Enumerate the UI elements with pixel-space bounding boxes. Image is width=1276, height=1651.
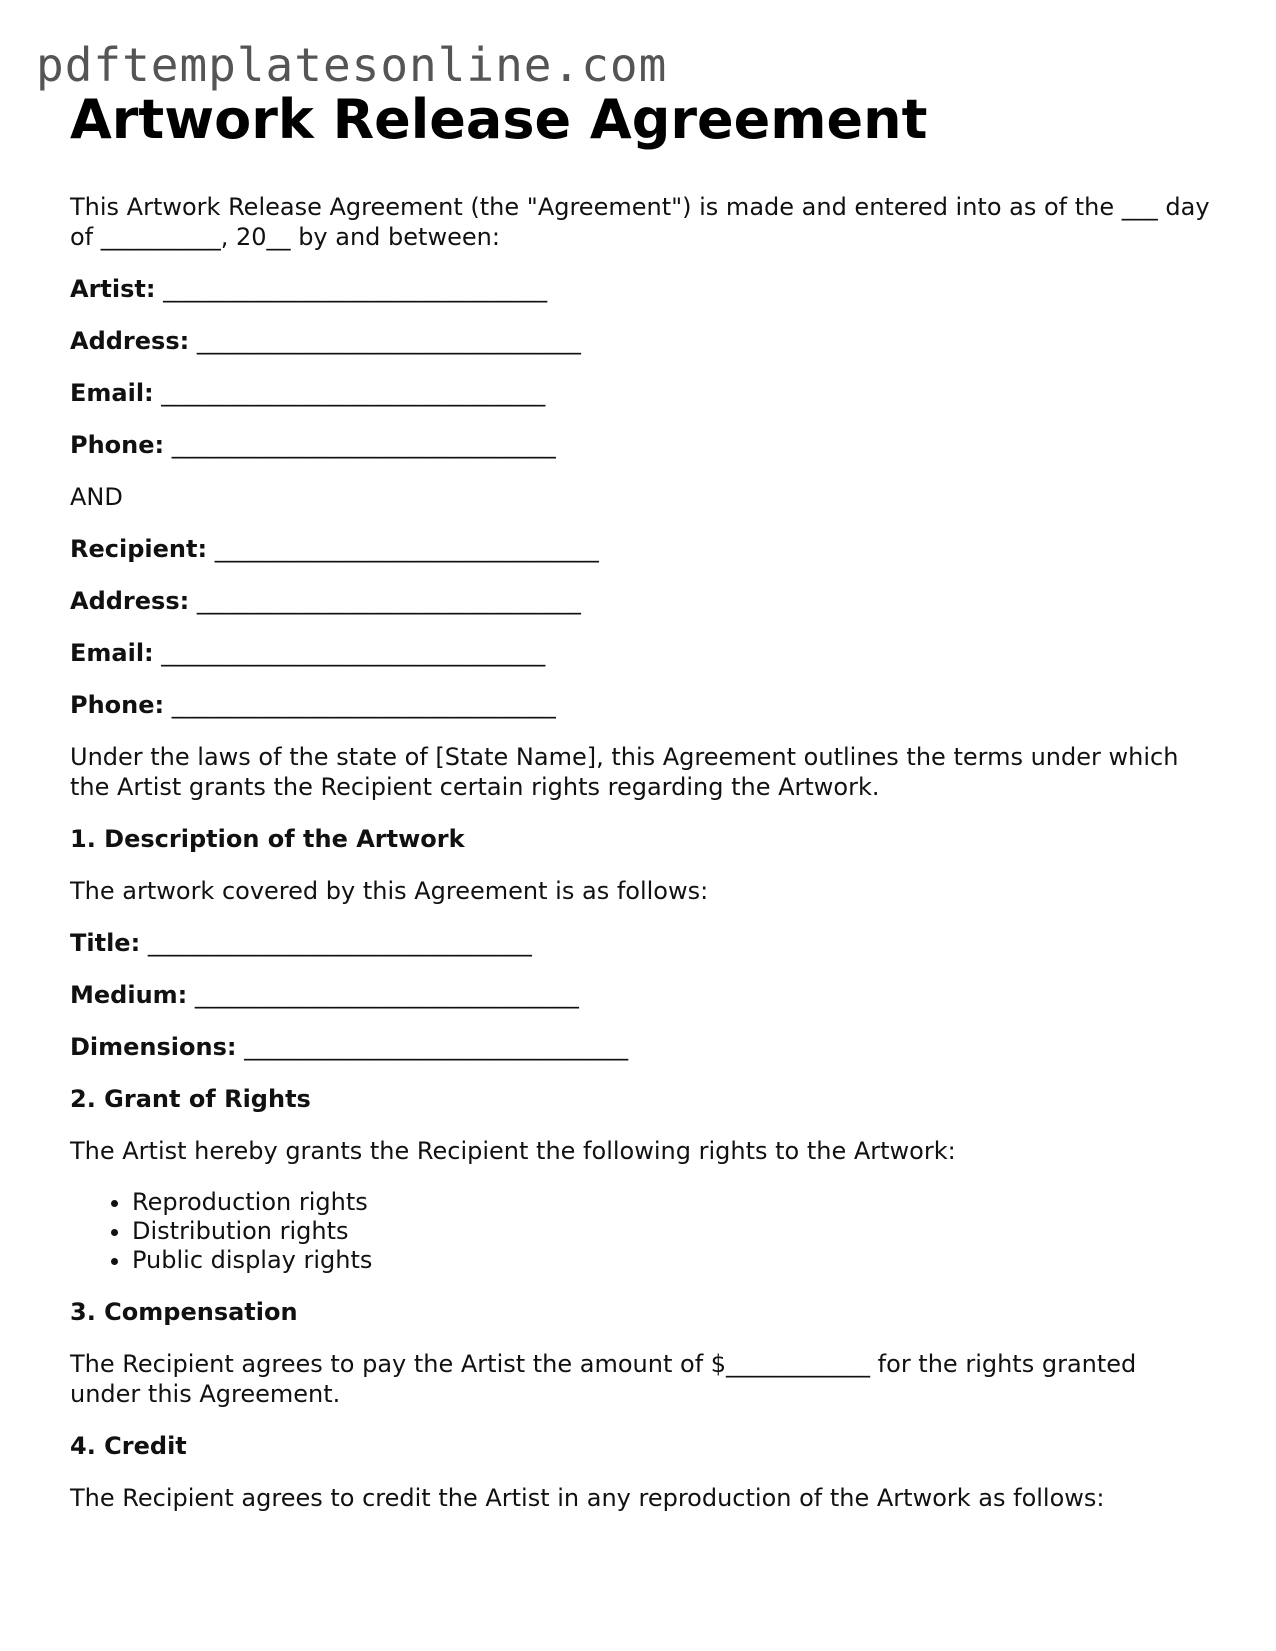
field-label: Address:: [70, 587, 190, 615]
field-blank: ________________________________: [161, 379, 546, 407]
field-blank: ________________________________: [147, 929, 532, 957]
section-heading-compensation: 3. Compensation: [70, 1298, 298, 1326]
field-blank: ________________________________: [194, 981, 579, 1009]
artwork-dimensions-field[interactable]: [70, 1032, 1210, 1062]
artwork-medium-field[interactable]: [70, 980, 1210, 1010]
field-label: Phone:: [70, 431, 165, 459]
recipient-email-field[interactable]: [70, 638, 1210, 668]
recipient-name-field[interactable]: [70, 534, 1210, 564]
and-separator: AND: [70, 483, 123, 511]
field-blank: ________________________________: [196, 587, 581, 615]
section-heading-description: 1. Description of the Artwork: [70, 825, 465, 853]
page-title: Artwork Release Agreement: [70, 88, 928, 151]
section-text-rights: The Artist hereby grants the Recipient the following rights to the Artwork:: [70, 1137, 956, 1165]
recipient-address-field[interactable]: [70, 586, 1210, 616]
field-label: Recipient:: [70, 535, 208, 563]
intro-paragraph: This Artwork Release Agreement (the "Agreement") is made and entered into as of the ___ day of __________, 20__ by and between:: [70, 193, 1210, 251]
artist-address-field[interactable]: [70, 326, 1210, 356]
laws-paragraph: Under the laws of the state of [State Name], this Agreement outlines the terms under which the Artist grants the Recipient certain rights regarding the Artwork.: [70, 743, 1179, 801]
field-label: Address:: [70, 327, 190, 355]
field-blank: ________________________________: [171, 431, 556, 459]
watermark: pdftemplatesonline.com: [36, 38, 668, 92]
section-heading-rights: 2. Grant of Rights: [70, 1085, 311, 1113]
artist-email-field[interactable]: [70, 378, 1210, 408]
rights-list: [70, 1188, 1210, 1275]
list-item: • Public display rights: [132, 1246, 1210, 1275]
field-label: Email:: [70, 379, 154, 407]
list-item: • Reproduction rights: [132, 1188, 1210, 1217]
list-item: • Distribution rights: [132, 1217, 1210, 1246]
artist-phone-field[interactable]: [70, 430, 1210, 460]
field-label: Title:: [70, 929, 141, 957]
field-blank: ________________________________: [214, 535, 599, 563]
field-label: Medium:: [70, 981, 188, 1009]
section-text-description: The artwork covered by this Agreement is as follows:: [70, 877, 709, 905]
field-label: Artist:: [70, 275, 156, 303]
field-blank: ________________________________: [161, 639, 546, 667]
recipient-phone-field[interactable]: [70, 690, 1210, 720]
section-heading-credit: 4. Credit: [70, 1432, 187, 1460]
artwork-title-field[interactable]: [70, 928, 1210, 958]
field-label: Dimensions:: [70, 1033, 237, 1061]
document: [70, 84, 1210, 1513]
field-blank: ________________________________: [244, 1033, 629, 1061]
field-blank: ________________________________: [196, 327, 581, 355]
field-blank: ________________________________: [163, 275, 548, 303]
field-label: Email:: [70, 639, 154, 667]
field-blank: ________________________________: [171, 691, 556, 719]
section-text-credit: The Recipient agrees to credit the Artist in any reproduction of the Artwork as follows:: [70, 1484, 1105, 1512]
artist-name-field[interactable]: [70, 274, 1210, 304]
section-text-compensation: The Recipient agrees to pay the Artist the amount of $____________ for the rights granted under this Agreement.: [70, 1350, 1137, 1408]
field-label: Phone:: [70, 691, 165, 719]
